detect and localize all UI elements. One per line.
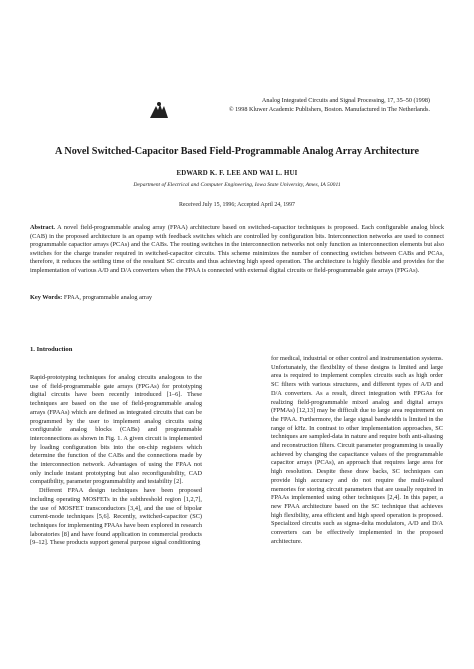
keywords-text: FPAA, programmable analog array [63,294,153,301]
right-column [271,355,443,546]
keywords-block [30,294,444,303]
keywords-label: Key Words: [30,294,63,301]
abstract-text: A novel field-programmable analog array (FPAA) architecture based on switched-capacitor techniques is proposed. Each configurable analog block (CAB) in the proposed architecture is an opamp with feedback switches which are controlled by configuration bits. Interconnection networks are used to connect programmable capacitor arrays (PCAs) and the CABs. The routing switches in the interconnection networks not only function as interconnection elements but also switches for the charge transfer required in switched-capacitor circuits. This scheme minimizes the number of connecting switches between CABs and PCAs, therefore, it reduces the settling time of the resultant SC circuits and thus achieving high speed operation. The architecture is highly flexible and provides for the implementation of various A/D and D/A converters when the FPAA is connected with external digital circuits or field-programmable gate arrays (FPGAs). [30,224,444,274]
abstract-block [30,224,444,276]
copyright-line: © 1998 Kluwer Academic Publishers, Boston. Manufactured in The Netherlands. [228,106,430,113]
publisher-logo-icon [148,100,170,120]
received-dates: Received July 15, 1996; Accepted April 24, 1997 [179,202,295,208]
intro-paragraph-3: for medical, industrial or other control and instrumentation systems. Unfortunately, the flexibility of these designs is limited and large area is required to implement complex circuits such as high order SC filters with various structures, and different types of A/D and D/A converters. As a result, direct integration with FPGAs for realizing field-programmable mixed analog and digital arrays (FPMAs) [12,13] may be difficult due to large area requirement on the FPAA. Furthermore, the large signal bandwidth is limited in the range of kHz. In contrast to other implementation approaches, SC techniques are sampled-data in nature and require both anti-aliasing and reconstruction filters. Circuit parameter programming is usually achieved by changing the capacitance values of the programmable capacitor arrays (PCAs), an approach that requires large area for high resolution. Despite these draw backs, SC techniques can provide high accuracy and do not require the multi-valued memories for storing circuit parameters that are usually required in FPAAs implemented using other techniques [2,4]. In this paper, a new FPAA architecture based on the SC technique that achieves high flexibility, area efficient and high speed operation is proposed. Specialized circuits such as sigma-delta modulators, A/D and D/A converters can be effectively implemented in the proposed architecture. [271,355,443,545]
paper-authors: EDWARD K. F. LEE AND WAI L. HUI [176,170,298,177]
intro-paragraph-2: Different FPAA design techniques have been proposed including operating MOSFETs in the subthreshold region [1,2,7], the use of MOSFET transconductors [3,4], and the use of bipolar current-mode techniques [5,6]. Recently, switched-capacitor (SC) techniques for implementing FPAAs have been explored in research laboratories [8] and have found application in commercial products [9–12]. These products support general purpose signal conditioning [30,487,202,547]
journal-line: Analog Integrated Circuits and Signal Processing, 17, 35–50 (1998) [261,97,430,104]
abstract-label: Abstract. [30,224,56,231]
journal-header [190,96,430,114]
intro-paragraph-1: Rapid-prototyping techniques for analog circuits analogous to the use of field-programmable gate arrays (FPGAs) for prototyping digital circuits have been recently introduced [1–6]. These techniques are based on the use of field-programmable analog arrays (FPAAs) which are defined as integrated circuits that can be programmed by the user to implement analog circuits using configurable analog blocks (CABs) and programmable interconnections as shown in Fig. 1. A given circuit is implemented by loading configuration bits into the on-chip registers which determine the function of the CABs and the connections made by the interconnection network. Advantages of using the FPAA not only include instant prototyping but also reconfigurability, CAD compatibility, parameter programmability and testability [2]. [30,374,202,486]
paper-affiliation: Department of Electrical and Computer Engineering, Iowa State University, Ames, IA 50011 [133,182,341,188]
left-column [30,374,202,548]
section-heading: 1. Introduction [30,346,73,353]
paper-title: A Novel Switched-Capacitor Based Field-Programmable Analog Array Architecture [55,146,419,157]
